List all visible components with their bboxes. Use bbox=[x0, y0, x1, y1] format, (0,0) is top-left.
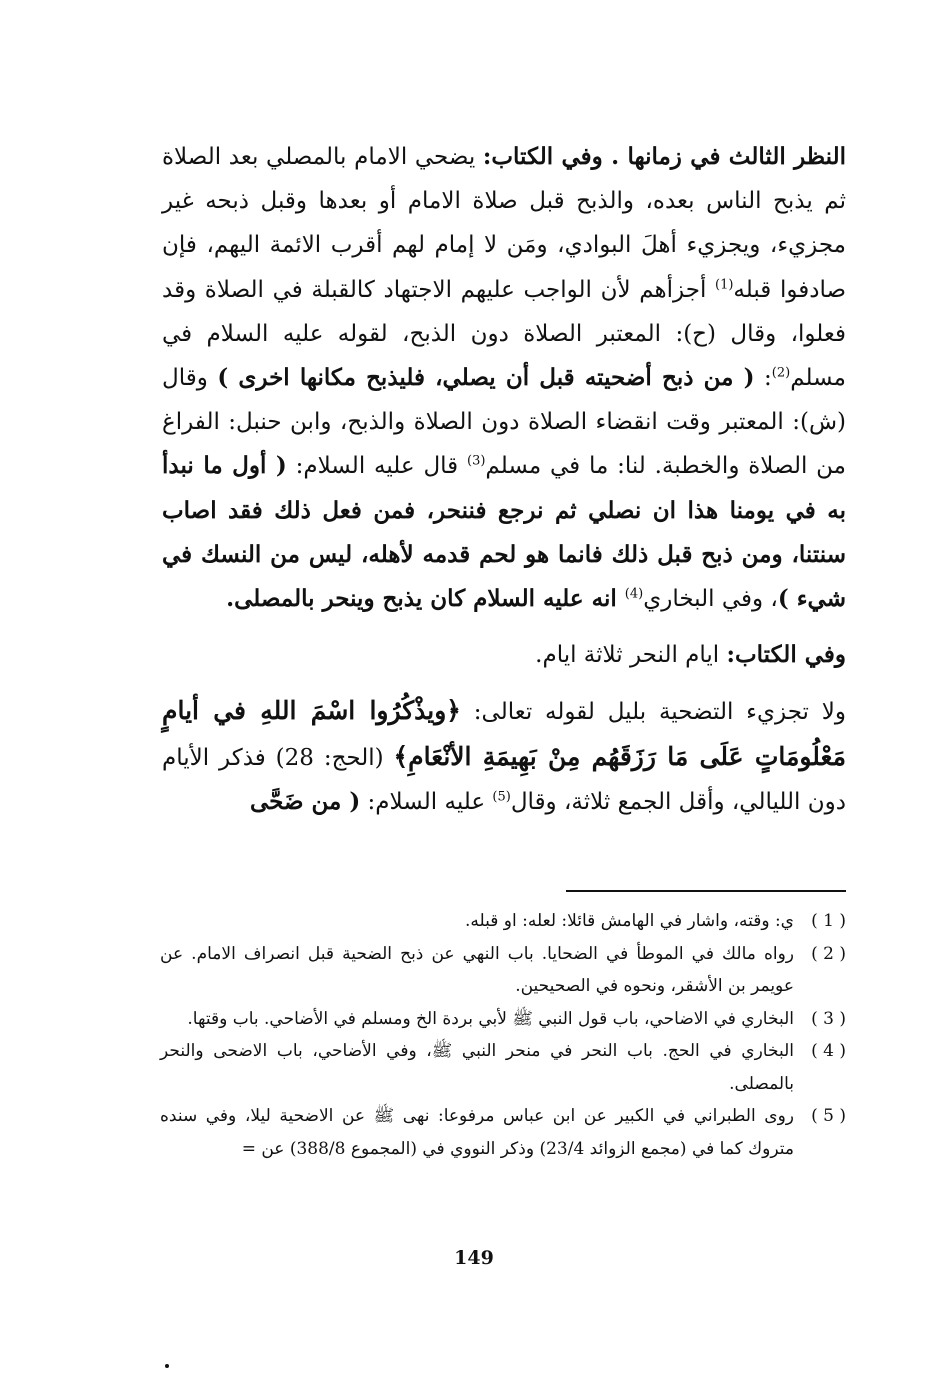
footnote-item bbox=[160, 1100, 846, 1165]
text-run: وقال (ش): المعتبر وقت انقضاء الصلاة دون الصلاة والذبح، وابن حنبل: الفراغ من الصلاة والخطبة. لنا: ما في مسلم bbox=[162, 365, 847, 480]
footnote-text: البخاري في الاضاحي، باب قول النبي ﷺ لأبي بردة الخ ومسلم في الأضاحي. باب وقتها. bbox=[187, 1008, 794, 1029]
footnote-ref-2[interactable]: (2) bbox=[771, 365, 791, 381]
text-run: عليه السلام: bbox=[360, 788, 493, 815]
footnote-divider bbox=[566, 890, 846, 892]
footnote-number: ( 3 ) bbox=[811, 1008, 846, 1029]
hadith-quote: ( من ضَحَّى bbox=[249, 787, 361, 815]
footnote-number: ( 1 ) bbox=[811, 911, 846, 931]
footnote-ref-4[interactable]: (4) bbox=[624, 586, 644, 602]
main-text bbox=[162, 135, 846, 824]
footnote-number: ( 2 ) bbox=[811, 943, 846, 964]
paragraph-1 bbox=[162, 135, 846, 621]
hadith-quote: ( من ذبح أضحيته قبل أن يصلي، فليذبح مكانها اخرى ) bbox=[217, 364, 755, 392]
text-run: (الحج: 28) فذكر الأيام دون الليالي، وأقل الجمع ثلاثة، وقال bbox=[162, 744, 846, 815]
footnote-text: رواه مالك في الموطأ في الضحايا. باب النهي عن ذبح الضحية قبل انصراف الامام. عن عويمر بن الأشقر، ونحوه في الصحيحين. bbox=[160, 943, 794, 996]
footnote-ref-3[interactable]: (3) bbox=[466, 453, 486, 469]
text-run: أجزأهم لأن الواجب عليهم الاجتهاد كالقبلة في الصلاة وقد فعلوا، وقال (ح): المعتبر الصلاة دون الذبح، لقوله عليه السلام في مسلم bbox=[162, 276, 846, 392]
text-run: يضحي الامام بالمصلي بعد الصلاة ثم يذبح الناس بعده، والذبح قبل صلاة الامام أو بعدها وقبل ذبحه غير مجزيء، ويجزيء أهلَ البوادي، ومَن لا إمام لهم أقرب الائمة اليهم، فإن صادفوا قبله bbox=[162, 144, 846, 303]
text-run: : bbox=[754, 365, 772, 392]
hadith-quote: ( أول ما نبدأ به في يومنا هذا ان نصلي ثم نرجع فننحر، فمن فعل ذلك فقد اصاب سنتنا، ومن ذبح قبل ذلك فانما هو لحم قدمه لأهله، ليس من النسك في شيء ) bbox=[162, 452, 846, 613]
footnotes bbox=[160, 905, 846, 1165]
footnote-ref-5[interactable]: (5) bbox=[492, 789, 511, 805]
footnote-number: ( 5 ) bbox=[811, 1106, 846, 1126]
quran-verse: ﴿ويذْكُرُوا اسْمَ اللهِ في أيامٍ مَعْلُومَاتٍ عَلَى مَا رَزَقَهُم مِنْ بَهِيمَةِ الأنْعَامِ﴾ bbox=[162, 696, 847, 771]
text-run-bold: انه عليه السلام كان يذبح وينحر بالمصلى. bbox=[226, 585, 625, 613]
footnote-text: ي: وقته، واشار في الهامش قائلا: لعله: او قبله. bbox=[465, 911, 794, 931]
footnote-item bbox=[160, 905, 846, 938]
footnote-text: البخاري في الحج. باب النحر في منحر النبي ﷺ، وفي الأضاحي، باب الاضحى والنحر بالمصلى. bbox=[160, 1041, 794, 1094]
section-heading: النظر الثالث في زمانها . وفي الكتاب: bbox=[482, 143, 846, 170]
footnote-item bbox=[160, 1003, 846, 1036]
text-run: ، وفي البخاري bbox=[643, 586, 778, 613]
text-run: ايام النحر ثلاثة ايام. bbox=[535, 642, 727, 669]
page-number: 149 bbox=[454, 1247, 494, 1269]
footnote-number: ( 4 ) bbox=[811, 1041, 846, 1061]
inline-heading: وفي الكتاب: bbox=[726, 641, 846, 669]
text-run: ولا تجزيء التضحية بليل لقوله تعالى: bbox=[460, 699, 846, 726]
footnote-text: روى الطبراني في الكبير عن ابن عباس مرفوعا: نهى ﷺ عن الاضحية ليلا، وفي سنده متروك كما في (مجمع الزوائد 23/4) وذكر النووي في (المجموع 388/8) عن = bbox=[160, 1106, 794, 1159]
footnote-item bbox=[160, 1035, 846, 1100]
text-run: قال عليه السلام: bbox=[286, 453, 467, 480]
footnote-item bbox=[160, 938, 846, 1003]
paragraph-2 bbox=[162, 633, 846, 677]
footnote-ref-1[interactable]: (1) bbox=[714, 276, 734, 292]
scan-speck bbox=[165, 1364, 169, 1368]
paragraph-3 bbox=[162, 689, 846, 824]
